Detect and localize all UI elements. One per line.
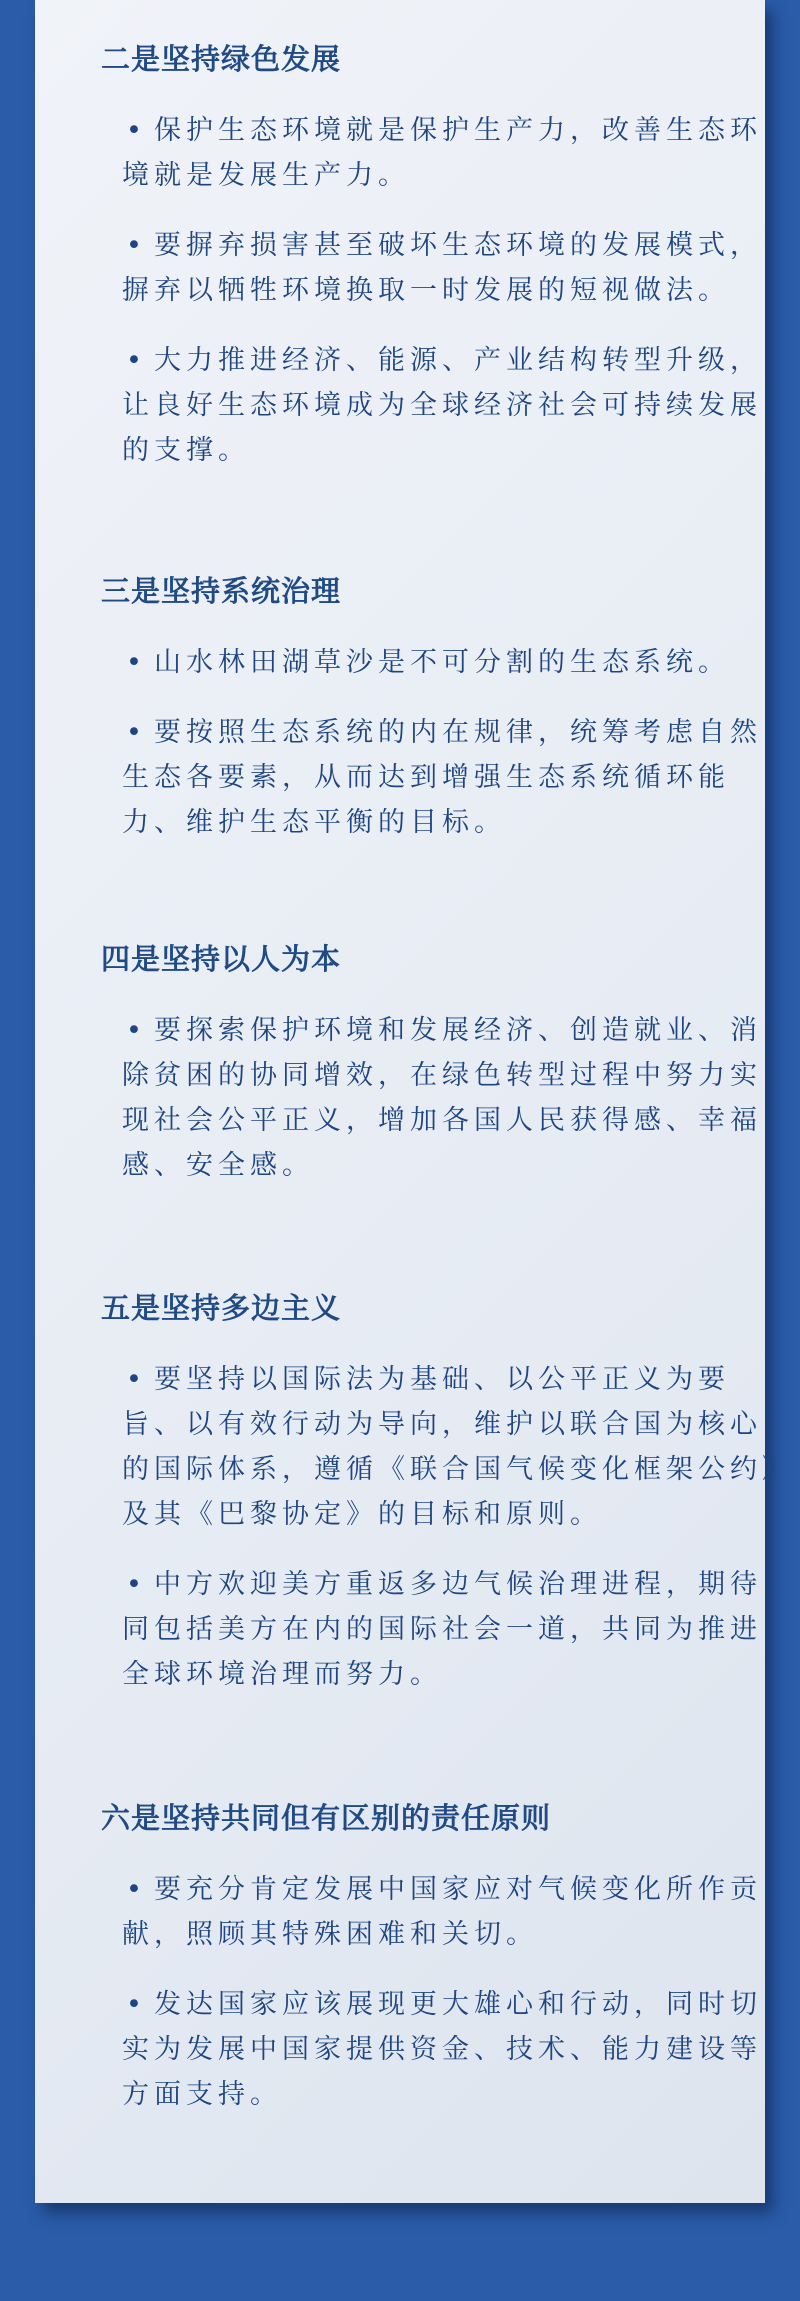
section-people-centered (101, 941, 781, 1188)
section-common-but-differentiated (101, 1800, 781, 2117)
list-item (122, 223, 781, 313)
item-text: 山水林田湖草沙是不可分割的生态系统。 (154, 647, 730, 678)
section-heading: 三是坚持系统治理 (101, 574, 342, 608)
list-item (122, 1982, 781, 2117)
bullet-icon: • (126, 647, 147, 678)
item-text: 发达国家应该展现更大雄心和行动，同时切实为发展中国家提供资金、技术、能力建设等方面支持。 (122, 1989, 762, 2110)
list-item (122, 1867, 781, 1957)
section-heading: 四是坚持以人为本 (101, 942, 342, 976)
section-system-governance (101, 573, 781, 845)
bullet-icon: • (126, 115, 147, 146)
item-text: 要按照生态系统的内在规律，统筹考虑自然生态各要素，从而达到增强生态系统循环能力、维护生态平衡的目标。 (122, 717, 762, 838)
item-text: 要探索保护环境和发展经济、创造就业、消除贫困的协同增效，在绿色转型过程中努力实现社会公平正义，增加各国人民获得感、幸福感、安全感。 (122, 1015, 762, 1181)
item-text: 保护生态环境就是保护生产力，改善生态环境就是发展生产力。 (122, 115, 762, 191)
bullet-icon: • (126, 1015, 147, 1046)
bullet-icon: • (126, 345, 147, 376)
item-text: 中方欢迎美方重返多边气候治理进程，期待同包括美方在内的国际社会一道，共同为推进全球环境治理而努力。 (122, 1569, 762, 1690)
list-item (122, 338, 781, 473)
item-text: 大力推进经济、能源、产业结构转型升级，让良好生态环境成为全球经济社会可持续发展的支撑。 (122, 345, 762, 466)
section-heading: 六是坚持共同但有区别的责任原则 (101, 1801, 552, 1835)
section-multilateralism (101, 1290, 781, 1697)
list-item (122, 1008, 781, 1188)
list-item (122, 1357, 781, 1537)
bullet-icon: • (126, 1569, 147, 1600)
list-item (122, 1562, 781, 1697)
bullet-icon: • (126, 1364, 147, 1395)
content-card (35, 0, 781, 2203)
bullet-icon: • (126, 1989, 147, 2020)
list-item (122, 640, 781, 685)
list-item (122, 108, 781, 198)
bullet-icon: • (126, 1874, 147, 1905)
bullet-icon: • (126, 230, 147, 261)
item-text: 要充分肯定发展中国家应对气候变化所作贡献，照顾其特殊困难和关切。 (122, 1874, 762, 1950)
section-green-development (101, 41, 781, 473)
list-item (122, 710, 781, 845)
section-heading: 二是坚持绿色发展 (101, 42, 342, 76)
item-text: 要坚持以国际法为基础、以公平正义为要旨、以有效行动为导向，维护以联合国为核心的国际体系，遵循《联合国气候变化框架公约》及其《巴黎协定》的目标和原则。 (122, 1364, 781, 1530)
item-text: 要摒弃损害甚至破坏生态环境的发展模式，摒弃以牺牲环境换取一时发展的短视做法。 (122, 230, 762, 306)
bullet-icon: • (126, 717, 147, 748)
section-heading: 五是坚持多边主义 (101, 1291, 342, 1325)
